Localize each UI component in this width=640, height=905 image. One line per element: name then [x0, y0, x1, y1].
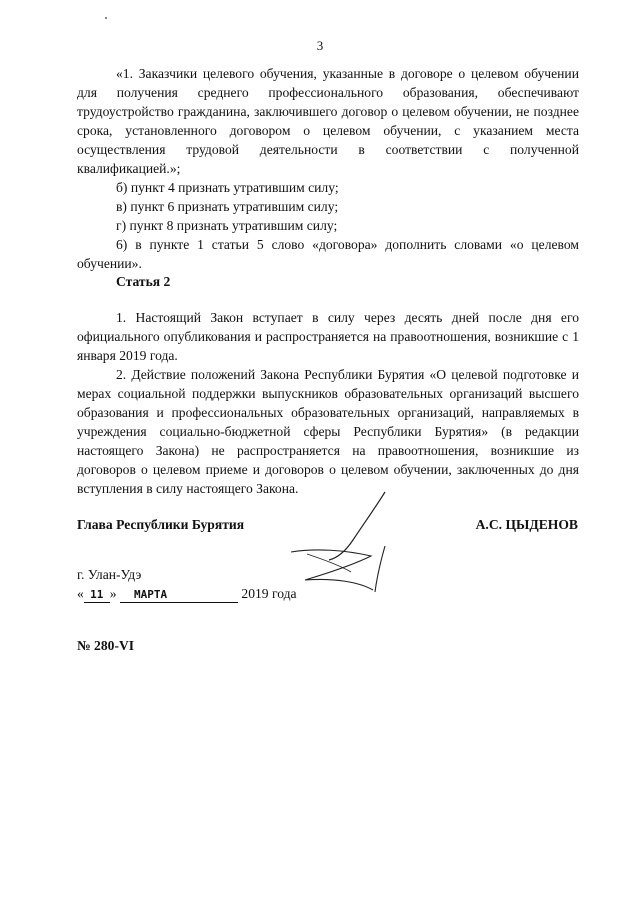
date-day: 11	[84, 588, 110, 603]
amendment-paragraph: б) пункт 4 признать утратившим силу;	[116, 180, 339, 195]
page-number: 3	[316, 38, 324, 53]
date-year: 2019 года	[241, 586, 297, 601]
amendments-text	[77, 64, 579, 273]
article-paragraph: 2. Действие положений Закона Республики Бурятия «О целевой подготовке и мерах социальной поддержки выпускников образовательных организаций высшего образования и профессиональных образовательных организаций, направляемых в учреждения социально-бюджетной сферы Республики Бурятия» (в редакции настоящего Закона) не распространяется на правоотношения, возникшие из договоров о целевом приеме и договоров о целевом обучении, заключенных до дня вступления в силу настоящего Закона.	[77, 367, 579, 496]
amendment-paragraph: в) пункт 6 признать утратившим силу;	[116, 199, 339, 214]
date-month: МАРТА	[120, 588, 238, 603]
signing-date	[77, 586, 297, 603]
amendment-paragraph: г) пункт 8 признать утратившим силу;	[116, 218, 338, 233]
signer-title: Глава Республики Бурятия	[77, 517, 245, 532]
scan-speck	[105, 17, 107, 19]
amendment-paragraph: 6) в пункте 1 статьи 5 слово «договора» дополнить словами «о целевом обучении».	[77, 237, 579, 271]
signer-name: А.С. ЦЫДЕНОВ	[475, 517, 578, 532]
date-close-quote: »	[109, 586, 117, 601]
article-text	[77, 308, 579, 498]
handwritten-signature	[285, 488, 425, 598]
place-of-signing: г. Улан-Удэ	[77, 567, 142, 582]
date-open-quote: «	[77, 586, 84, 601]
article-paragraph: 1. Настоящий Закон вступает в силу через десять дней после дня его официального опубликования и распространяется на правоотношения, возникшие с 1 января 2019 года.	[77, 310, 579, 363]
amendment-paragraph: «1. Заказчики целевого обучения, указанные в договоре о целевом обучении для получения среднего профессионального образования, обеспечивают трудоустройство гражданина, заключившего договор о целевом обучении, не позднее срока, установленного договором о целевом обучении, с указанием места осуществления трудовой деятельности в соответствии с полученной квалификацией.»;	[77, 66, 579, 176]
document-number: № 280-VI	[77, 638, 135, 653]
article-heading: Статья 2	[116, 274, 171, 289]
